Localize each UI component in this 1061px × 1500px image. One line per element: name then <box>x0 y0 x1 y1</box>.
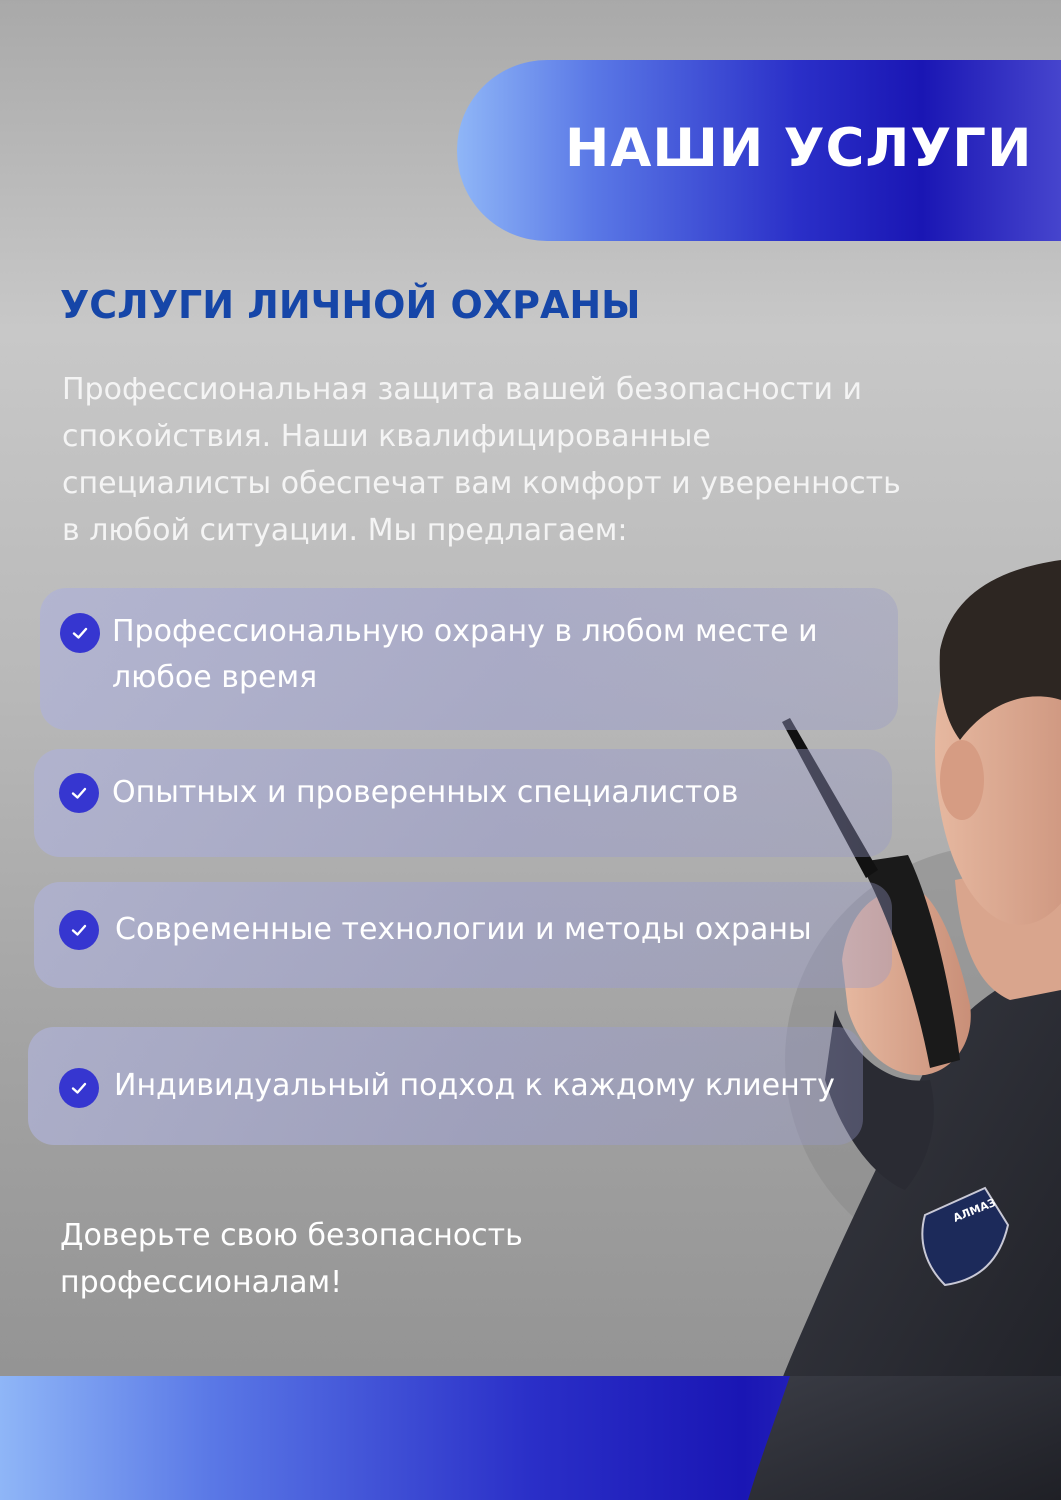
page-title: НАШИ УСЛУГИ <box>565 118 1033 179</box>
service-text-line: Опытных и проверенных специалистов <box>112 775 739 810</box>
closing-statement <box>60 1212 620 1306</box>
intro-line: в любой ситуации. Мы предлагаем: <box>62 513 628 548</box>
service-card <box>40 588 898 730</box>
section-title: УСЛУГИ ЛИЧНОЙ ОХРАНЫ <box>60 283 641 327</box>
service-text-line: любое время <box>112 660 318 695</box>
service-card <box>34 882 892 988</box>
bottom-banner <box>0 1376 1061 1500</box>
service-card <box>34 749 892 857</box>
svg-text:АЛМАЗ: АЛМАЗ <box>951 1195 998 1225</box>
intro-line: Профессиональная защита вашей безопасности и <box>62 372 863 407</box>
closing-line: Доверьте свою безопасность <box>60 1218 523 1253</box>
check-icon <box>60 613 100 653</box>
intro-line: специалисты обеспечат вам комфорт и уверенность <box>62 466 901 501</box>
service-text-line: Индивидуальный подход к каждому клиенту <box>114 1068 835 1103</box>
check-icon <box>59 773 99 813</box>
check-icon <box>59 1068 99 1108</box>
service-text-line: Профессиональную охрану в любом месте и <box>112 614 818 649</box>
intro-line: спокойствия. Наши квалифицированные <box>62 419 711 454</box>
closing-line: профессионалам! <box>60 1265 343 1300</box>
service-text-line: Современные технологии и методы охраны <box>115 912 812 947</box>
service-card <box>28 1027 863 1145</box>
check-icon <box>59 910 99 950</box>
